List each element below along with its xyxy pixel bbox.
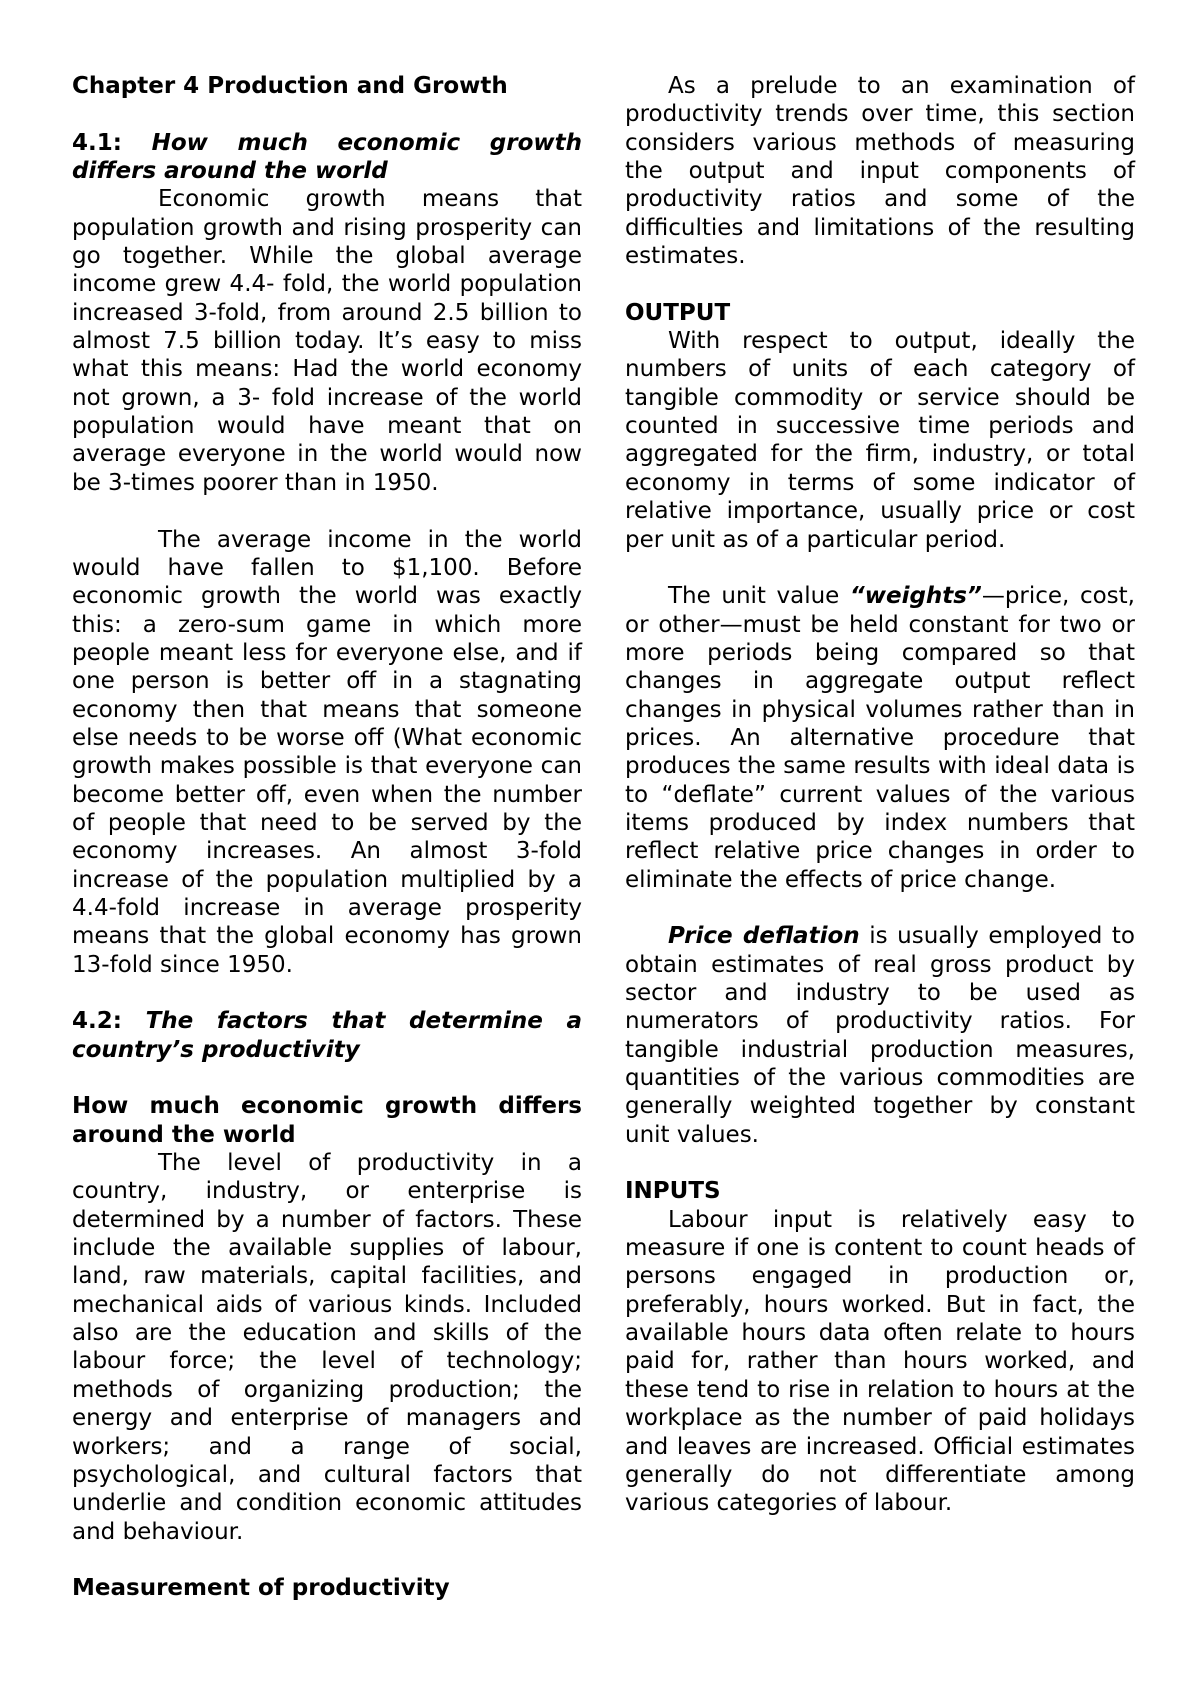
weights-lead: The unit value [668, 583, 850, 610]
section-4-1-title: How much economic growth differs around the world [72, 129, 582, 185]
spacer [72, 497, 582, 525]
spacer [72, 1546, 582, 1574]
measurement-heading: Measurement of productivity [72, 1575, 450, 1602]
paragraph-output: With respect to output, ideally the numbers of units of each category of tangible commodity or service should be counted in successive time periods and aggregated for the firm, industry, or total economy in terms of some indicator of relative importance, usually price or cost per unit as of a particular period. [625, 328, 1135, 553]
section-4-1-number: 4.1: [72, 129, 122, 156]
paragraph-prelude: As a prelude to an examination of productivity trends over time, this section considers various methods of measuring the output and input components of productivity ratios and some of the difficulties and limitations of the resulting estimates. [625, 73, 1135, 270]
spacer [625, 1149, 1135, 1177]
section-4-2-heading [72, 1007, 582, 1064]
paragraph-productivity-factors: The level of productivity in a country, industry, or enterprise is determined by a number of factors. These include the available supplies of labour, land, raw materials, capital facilities, and mechanical aids of various kinds. Included also are the education and skills of the labour force; the level of technology; methods of organizing production; the energy and enterprise of managers and workers; and a range of social, psychological, and cultural factors that underlie and condition economic attitudes and behaviour. [72, 1150, 582, 1545]
weights-term: “weights” [849, 583, 982, 610]
inputs-heading: INPUTS [625, 1178, 721, 1205]
weights-body: —price, cost, or other—must be held constant for two or more periods being compared so that changes in aggregate output reflect changes in physical volumes rather than in prices. An alternative procedure that produces the same results with ideal data is to “deflate” current values of the various items produced by index numbers that reflect relative price changes in order to eliminate the effects of price change. [625, 583, 1135, 893]
section-4-1-heading [72, 129, 582, 186]
right-column [625, 72, 1135, 1518]
section-4-2-number: 4.2: [72, 1008, 122, 1035]
price-deflation-body: is usually employed to obtain estimates of real gross product by sector and industry to be used as numerators of productivity ratios. For tangible industrial production measures, quantities of the various commodities are generally weighted together by constant unit values. [625, 923, 1135, 1148]
paragraph-economic-growth: Economic growth means that population growth and rising prosperity can go together. While the global average income grew 4.4- fold, the world population increased 3-fold, from around 2.5 billion to almost 7.5 billion today. It’s easy to miss what this means: Had the world economy not grown, a 3- fold increase of the world population would have meant that on average everyone in the world would now be 3-times poorer than in 1950. [72, 186, 582, 496]
spacer [72, 979, 582, 1007]
spacer [625, 894, 1135, 922]
spacer [72, 1064, 582, 1092]
paragraph-inputs: Labour input is relatively easy to measure if one is content to count heads of persons engaged in production or, preferably, hours worked. But in fact, the available hours data often relate to hours paid for, rather than hours worked, and these tend to rise in relation to hours at the workplace as the number of paid holidays and leaves are increased. Official estimates generally do not differentiate among various categories of labour. [625, 1206, 1135, 1517]
paragraph-weights [625, 582, 1135, 894]
chapter-title: Chapter 4 Production and Growth [72, 73, 508, 99]
paragraph-average-income: The average income in the world would have fallen to $1,100. Before economic growth the world was exactly this: a zero-sum game in which more people meant less for everyone else, and if one person is better off in a stagnating economy then that means that someone else needs to be worse off (What economic growth makes possible is that everyone can become better off, even when the number of people that need to be served by the economy increases. An almost 3-fold increase of the population multiplied by a 4.4-fold increase in average prosperity means that the global economy has grown 13-fold since 1950. [72, 526, 582, 978]
spacer [625, 554, 1135, 582]
left-column [72, 72, 582, 1603]
output-heading: OUTPUT [625, 299, 731, 326]
spacer [625, 270, 1135, 298]
paragraph-price-deflation [625, 922, 1135, 1149]
spacer [72, 100, 582, 128]
section-4-2-title: The factors that determine a country’s productivity [72, 1008, 582, 1063]
price-deflation-term: Price deflation [668, 923, 860, 950]
subsection-heading: How much economic growth differs around the world [72, 1093, 582, 1148]
